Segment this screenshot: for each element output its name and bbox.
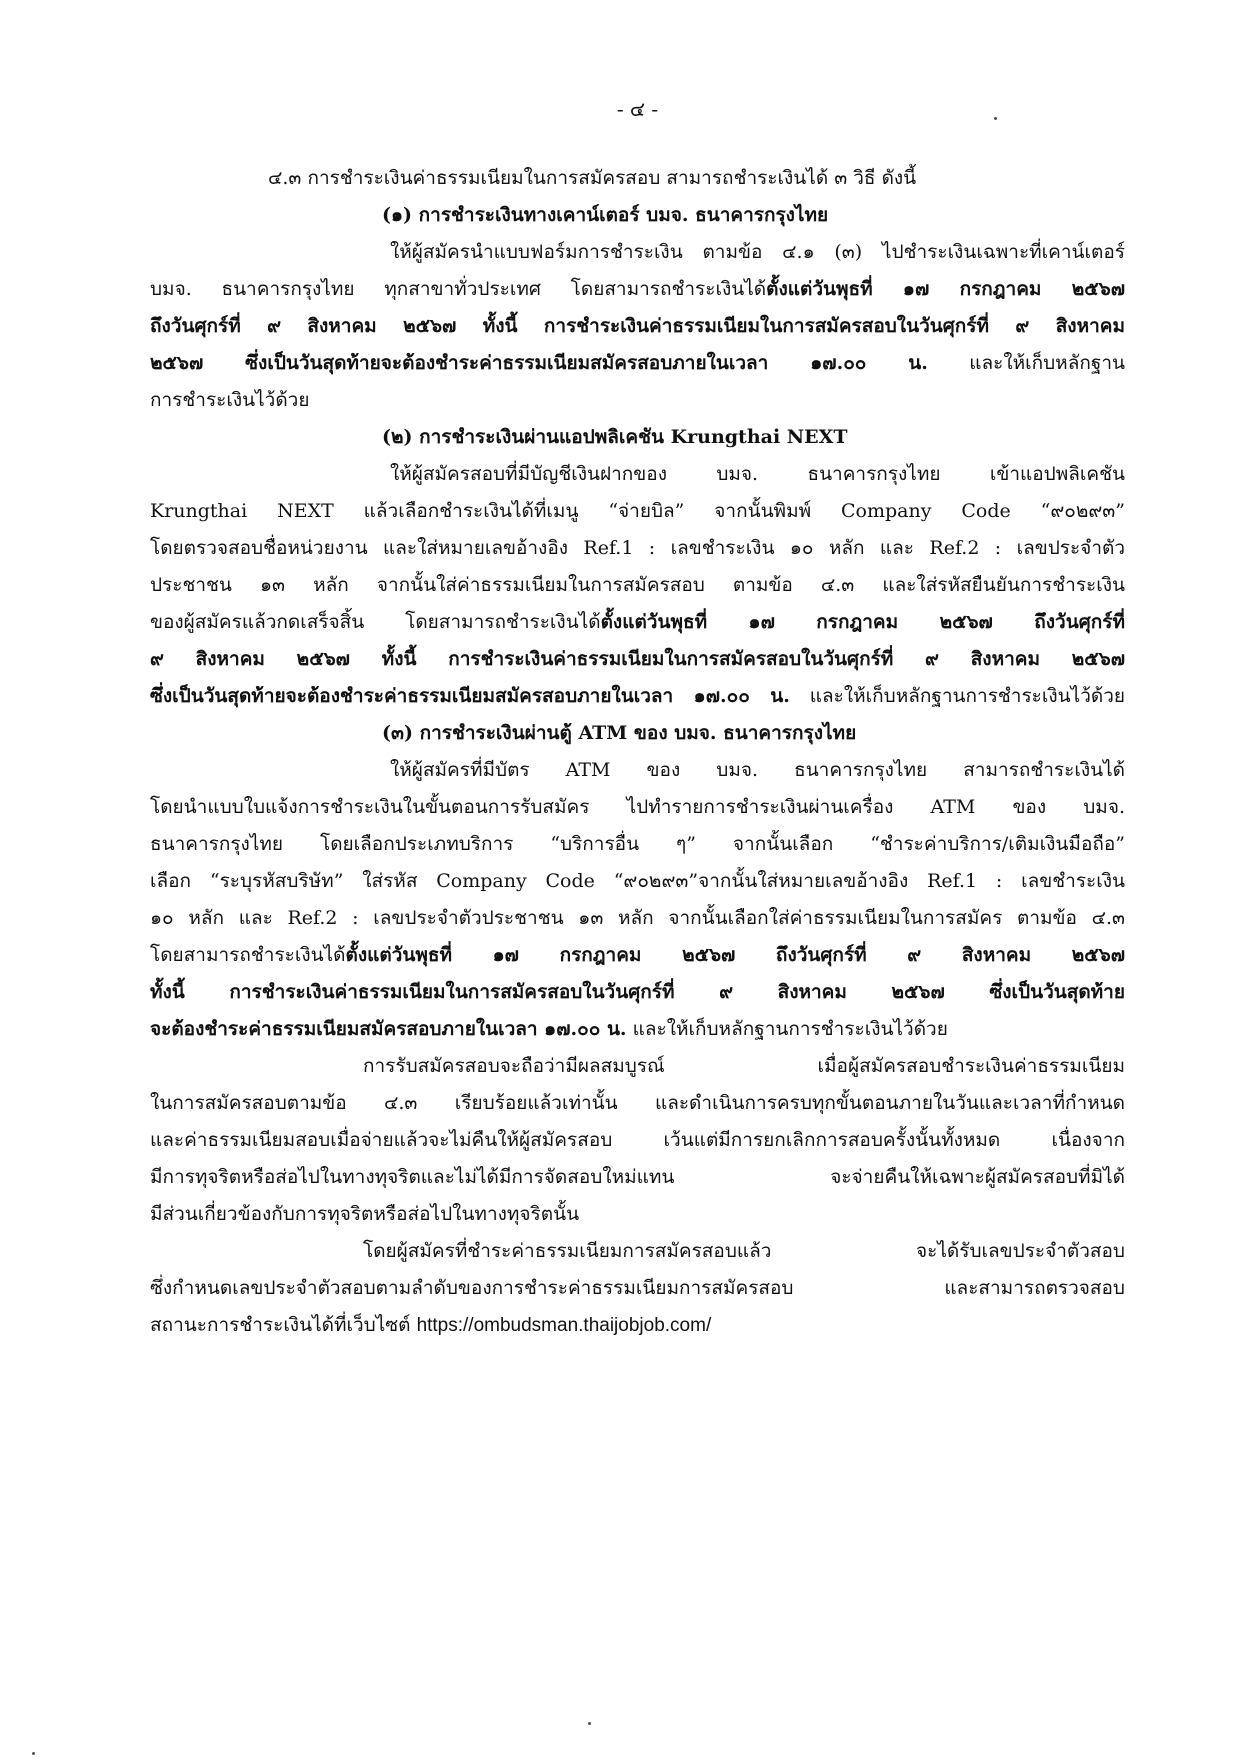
method-3-heading: (๓) การชำระเงินผ่านตู้ ATM ของ บมจ. ธนาคารกรุงไทย	[382, 722, 857, 744]
method-2-line	[150, 678, 1125, 715]
website-link[interactable]: https://ombudsman.thaijobjob.com/	[416, 1315, 712, 1336]
method-1-deadline: ถึงวันศุกร์ที่ ๙ สิงหาคม ๒๕๖๗ ทั้งนี้ การชำระเงินค่าธรรมเนียมในการสมัครสอบในวันศุกร์ที่ ๙ สิงหาคม	[150, 315, 1125, 337]
method-2-line	[150, 641, 1125, 678]
exam-id-line: ซึ่งกำหนดเลขประจำตัวสอบตามลำดับของการชำระค่าธรรมเนียมการสมัครสอบ และสามารถตรวจสอบ	[150, 1277, 1125, 1299]
method-3-line	[150, 937, 1125, 974]
method-3-line: เลือก “ระบุรหัสบริษัท” ใส่รหัส Company Code “๙๐๒๙๓”จากนั้นใส่หมายเลขอ้างอิง Ref.1 : เลขชำระเงิน	[150, 870, 1125, 892]
method-1-text: บมจ. ธนาคารกรุงไทย ทุกสาขาทั่วประเทศ โดยสามารถชำระเงินได้	[150, 278, 767, 300]
acceptance-line: ในการสมัครสอบตามข้อ ๔.๓ เรียบร้อยแล้วเท่านั้น และดำเนินการครบทุกขั้นตอนภายในวันและเวลาที่กำหนด	[150, 1092, 1125, 1114]
exam-id-line	[150, 1307, 1125, 1344]
method-2-line: โดยตรวจสอบชื่อหน่วยงาน และใส่หมายเลขอ้างอิง Ref.1 : เลขชำระเงิน ๑๐ หลัก และ Ref.2 : เลขประจำตัว	[150, 537, 1125, 559]
acceptance-line: และค่าธรรมเนียมสอบเมื่อจ่ายแล้วจะไม่คืนให้ผู้สมัครสอบ เว้นแต่มีการยกเลิกการสอบครั้งนั้นทั้งหมด เนื่องจาก	[150, 1129, 1125, 1151]
method-1-line	[150, 345, 1125, 382]
method-2-date-range: ตั้งแต่วันพุธที่ ๑๗ กรกฎาคม ๒๕๖๗ ถึงวันศุกร์ที่	[600, 611, 1125, 633]
method-3-line: ธนาคารกรุงไทย โดยเลือกประเภทบริการ “บริการอื่น ๆ” จากนั้นเลือก “ชำระค่าบริการ/เติมเงินมือถือ”	[150, 833, 1125, 855]
method-1-line: การชำระเงินไว้ด้วย	[150, 389, 310, 411]
method-3-deadline: ทั้งนี้ การชำระเงินค่าธรรมเนียมในการสมัครสอบในวันศุกร์ที่ ๙ สิงหาคม ๒๕๖๗ ซึ่งเป็นวันสุดท้าย	[150, 981, 1125, 1003]
method-2-deadline-time: ซึ่งเป็นวันสุดท้ายจะต้องชำระค่าธรรมเนียมสมัครสอบภายในเวลา ๑๗.๐๐ น.	[150, 685, 790, 707]
method-2-heading: (๒) การชำระเงินผ่านแอปพลิเคชัน Krungthai NEXT	[382, 426, 848, 448]
exam-id-text: สถานะการชำระเงินได้ที่เว็บไซต์	[150, 1314, 417, 1336]
method-2-text: ของผู้สมัครแล้วกดเสร็จสิ้น โดยสามารถชำระเงินได้	[150, 611, 601, 633]
acceptance-line: มีการทุจริตหรือส่อไปในทางทุจริตและไม่ได้มีการจัดสอบใหม่แทน จะจ่ายคืนให้เฉพาะผู้สมัครสอบที่มิได้	[150, 1166, 1125, 1188]
method-3-text: และให้เก็บหลักฐานการชำระเงินไว้ด้วย	[626, 1018, 948, 1040]
method-3-text: โดยสามารถชำระเงินได้	[150, 944, 346, 966]
method-3-deadline-time: จะต้องชำระค่าธรรมเนียมสมัครสอบภายในเวลา ๑๗.๐๐ น.	[150, 1018, 627, 1040]
scan-speck	[588, 1722, 591, 1725]
method-3-line: โดยนำแบบใบแจ้งการชำระเงินในขั้นตอนการรับสมัคร ไปทำรายการชำระเงินผ่านเครื่อง ATM ของ บมจ.	[150, 796, 1125, 818]
method-1-heading: (๑) การชำระเงินทางเคาน์เตอร์ บมจ. ธนาคารกรุงไทย	[382, 204, 829, 226]
method-3-line	[150, 1011, 1125, 1048]
method-2-text: และให้เก็บหลักฐานการชำระเงินไว้ด้วย	[789, 685, 1125, 707]
scan-speck	[32, 1752, 35, 1755]
method-2-line	[150, 604, 1125, 641]
method-1-line	[150, 271, 1125, 308]
acceptance-line: มีส่วนเกี่ยวข้องกับการทุจริตหรือส่อไปในทางทุจริตนั้น	[150, 1203, 580, 1225]
page-number: - ๔ -	[616, 97, 659, 121]
scan-speck	[994, 117, 997, 120]
method-1-line	[150, 308, 1125, 345]
method-1-deadline-time: ๒๕๖๗ ซึ่งเป็นวันสุดท้ายจะต้องชำระค่าธรรมเนียมสมัครสอบภายในเวลา ๑๗.๐๐ น.	[150, 352, 928, 374]
method-2-line: ประชาชน ๑๓ หลัก จากนั้นใส่ค่าธรรมเนียมในการสมัครสอบ ตามข้อ ๔.๓ และใส่รหัสยืนยันการชำระเงิน	[150, 574, 1125, 596]
exam-id-line: โดยผู้สมัครที่ชำระค่าธรรมเนียมการสมัครสอบแล้ว จะได้รับเลขประจำตัวสอบ	[363, 1240, 1125, 1262]
acceptance-line: การรับสมัครสอบจะถือว่ามีผลสมบูรณ์ เมื่อผู้สมัครสอบชำระเงินค่าธรรมเนียม	[363, 1055, 1125, 1077]
method-3-date-range: ตั้งแต่วันพุธที่ ๑๗ กรกฎาคม ๒๕๖๗ ถึงวันศุกร์ที่ ๙ สิงหาคม ๒๕๖๗	[345, 944, 1125, 966]
method-1-text: และให้เก็บหลักฐาน	[927, 352, 1125, 374]
method-3-line: ๑๐ หลัก และ Ref.2 : เลขประจำตัวประชาชน ๑๓ หลัก จากนั้นเลือกใส่ค่าธรรมเนียมในการสมัคร ตามข้อ ๔.๓	[150, 907, 1125, 929]
method-1-line: ให้ผู้สมัครนำแบบฟอร์มการชำระเงิน ตามข้อ ๔.๑ (๓) ไปชำระเงินเฉพาะที่เคาน์เตอร์	[390, 241, 1125, 263]
method-2-deadline: ๙ สิงหาคม ๒๕๖๗ ทั้งนี้ การชำระเงินค่าธรรมเนียมในการสมัครสอบในวันศุกร์ที่ ๙ สิงหาคม ๒๕๖๗	[150, 648, 1125, 670]
method-3-line: ให้ผู้สมัครที่มีบัตร ATM ของ บมจ. ธนาคารกรุงไทย สามารถชำระเงินได้	[390, 759, 1125, 781]
method-2-line: ให้ผู้สมัครสอบที่มีบัญชีเงินฝากของ บมจ. ธนาคารกรุงไทย เข้าแอปพลิเคชัน	[390, 463, 1125, 485]
method-1-date-range: ตั้งแต่วันพุธที่ ๑๗ กรกฎาคม ๒๕๖๗	[766, 278, 1125, 300]
section-intro: ๔.๓ การชำระเงินค่าธรรมเนียมในการสมัครสอบ สามารถชำระเงินได้ ๓ วิธี ดังนี้	[268, 167, 917, 189]
method-2-line: Krungthai NEXT แล้วเลือกชำระเงินได้ที่เมนู “จ่ายบิล” จากนั้นพิมพ์ Company Code “๙๐๒๙๓”	[150, 500, 1125, 522]
method-3-line	[150, 974, 1125, 1011]
